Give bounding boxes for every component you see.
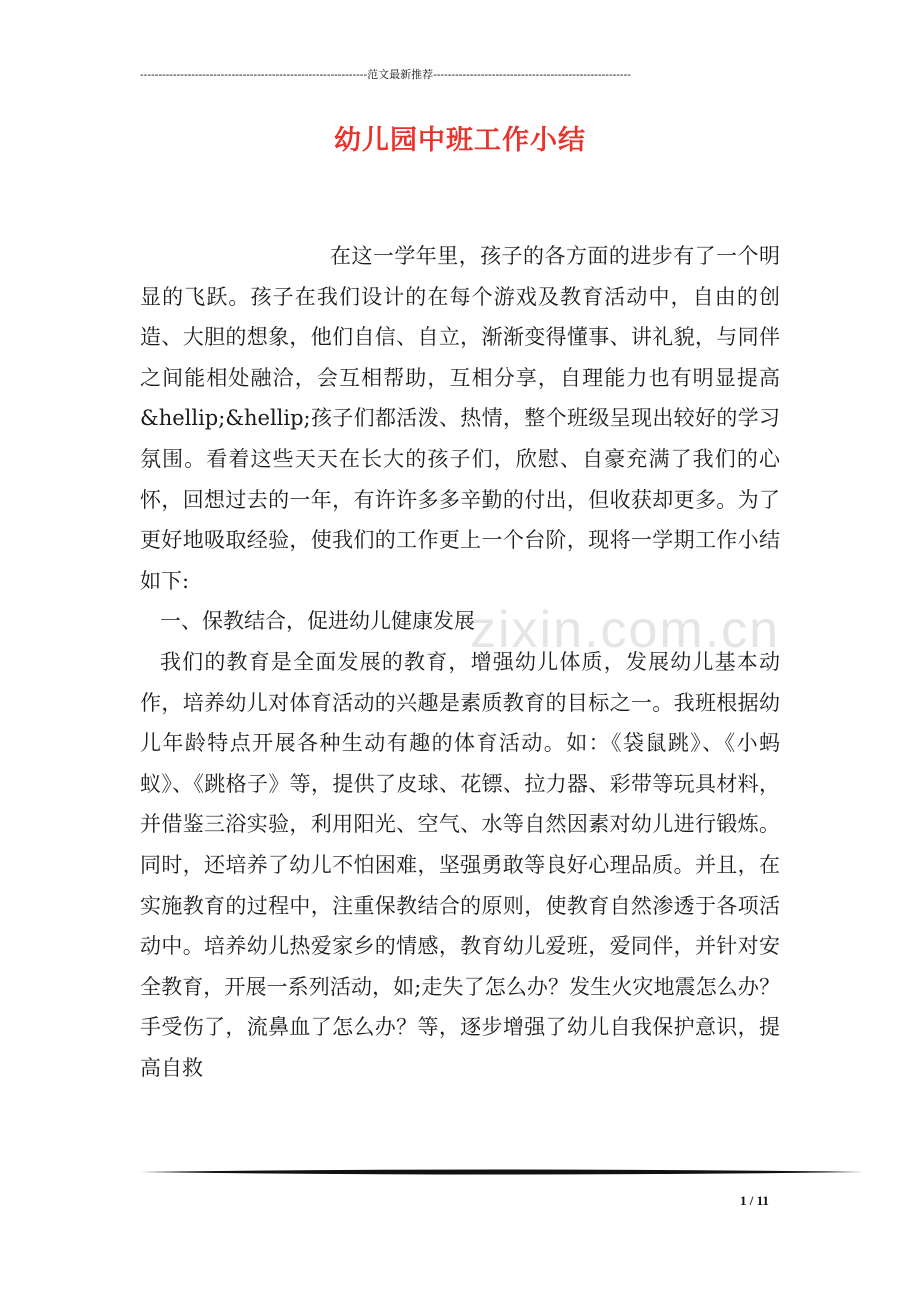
document-body	[140, 236, 780, 1088]
header-rule: --------------------------------------------------------------范文最新推荐------------------------------------------------------	[140, 69, 631, 81]
watermark: zixin.com.cn	[470, 601, 781, 659]
section-heading: 一、保教结合，促进幼儿健康发展	[160, 609, 475, 634]
intro-paragraph: 在这一学年里，孩子的各方面的进步有了一个明显的飞跃。孩子在我们设计的在每个游戏及教育活动中，自由的创造、大胆的想象，他们自信、自立，渐渐变得懂事、讲礼貌，与同伴之间能相处融洽，会互相帮助，互相分享，自理能力也有明显提高&hellip;&hellip;孩子们都活泼、热情，整个班级呈现出较好的学习氛围。看着这些天天在长大的孩子们，欣慰、自豪充满了我们的心怀，回想过去的一年，有许许多多辛勤的付出，但收获却更多。为了更好地吸取经验，使我们的工作更上一个台阶，现将一学期工作小结如下:	[140, 244, 780, 593]
body-paragraph: 我们的教育是全面发展的教育，增强幼儿体质，发展幼儿基本动作，培养幼儿对体育活动的兴趣是素质教育的目标之一。我班根据幼儿年龄特点开展各种生动有趣的体育活动。如：《袋鼠跳》、《小蚂蚁》、《跳格子》等，提供了皮球、花镖、拉力器、彩带等玩具材料，并借鉴三浴实验，利用阳光、空气、水等自然因素对幼儿进行锻炼。同时，还培养了幼儿不怕困难，坚强勇敢等良好心理品质。并且，在实施教育的过程中，注重保教结合的原则，使教育自然渗透于各项活动中。培养幼儿热爱家乡的情感，教育幼儿爱班，爱同伴，并针对安全教育，开展一系列活动，如;走失了怎么办？发生火灾地震怎么办？手受伤了，流鼻血了怎么办？等，逐步增强了幼儿自我保护意识，提高自救	[140, 649, 780, 1080]
footer-divider	[140, 1168, 864, 1176]
page-title: 幼儿园中班工作小结	[334, 125, 586, 156]
page-number: 1 / 11	[740, 1193, 769, 1208]
